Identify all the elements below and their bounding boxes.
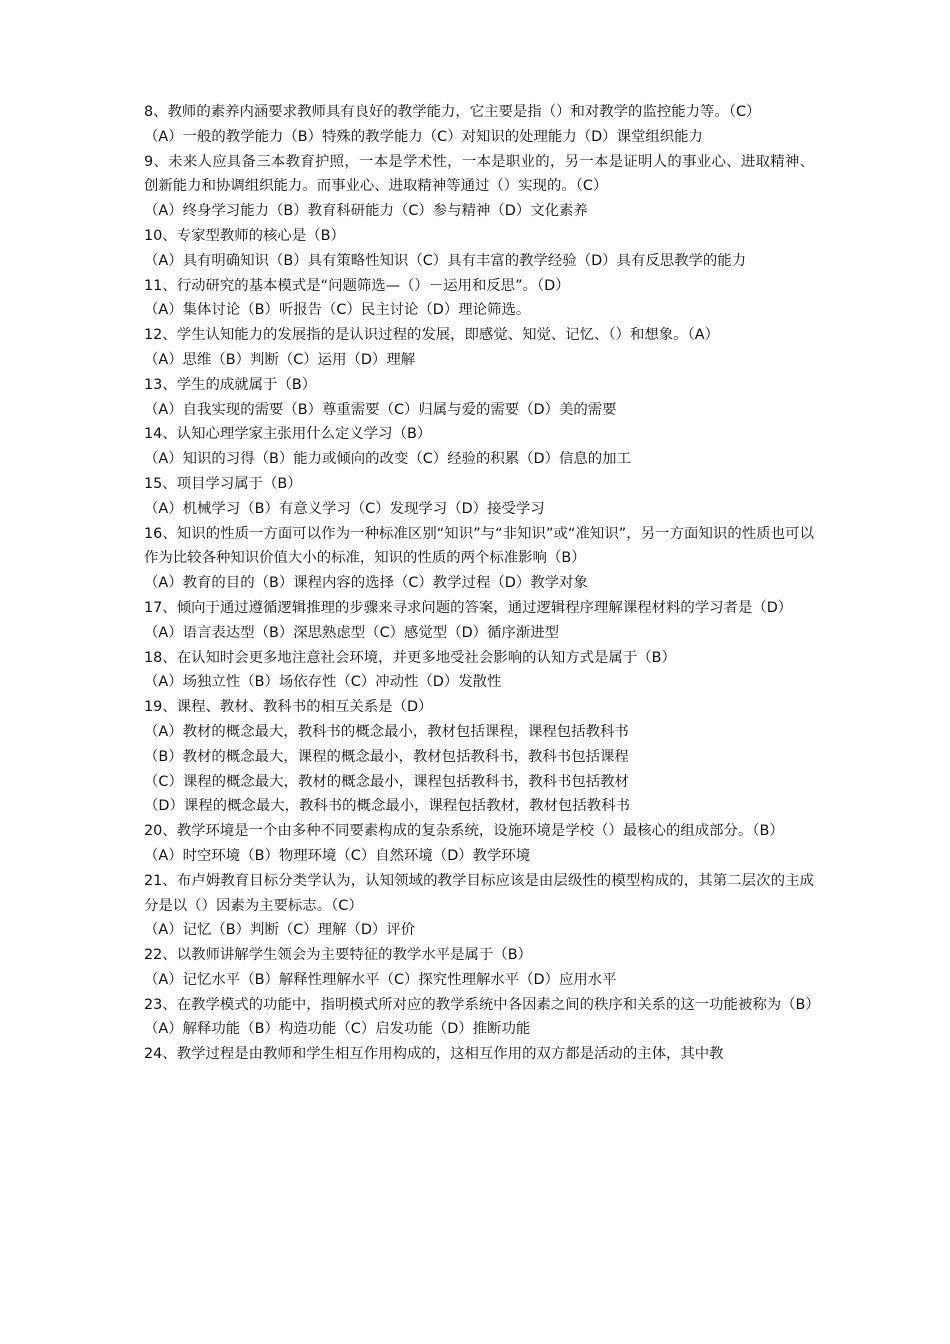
question-18-options: （A）场独立性（B）场依存性（C）冲动性（D）发散性 bbox=[144, 674, 502, 691]
question-20-stem: 20、教学环境是一个由多种不同要素构成的复杂系统，设施环境是学校（）最核心的组成部分。（B） bbox=[144, 823, 784, 840]
question-22-stem: 22、以教师讲解学生领会为主要特征的教学水平是属于（B） bbox=[144, 947, 532, 964]
question-19-option-a: （A）教材的概念最大，教科书的概念最小，教材包括课程，课程包括教科书 bbox=[144, 723, 629, 740]
question-11-options: （A）集体讨论（B）听报告（C）民主讨论（D）理论筛选。 bbox=[144, 302, 531, 319]
question-19-option-c: （C）课程的概念最大，教材的概念最小，课程包括教科书，教科书包括教材 bbox=[144, 773, 629, 790]
question-10-stem: 10、专家型教师的核心是（B） bbox=[144, 227, 345, 244]
question-19-option-d: （D）课程的概念最大，教科书的概念最小，课程包括教材，教材包括教科书 bbox=[144, 798, 630, 815]
question-14-options: （A）知识的习得（B）能力或倾向的改变（C）经验的积累（D）信息的加工 bbox=[144, 451, 631, 468]
question-14-stem: 14、认知心理学家主张用什么定义学习（B） bbox=[144, 426, 432, 443]
question-17-stem: 17、倾向于通过遵循逻辑推理的步骤来寻求问题的答案，通过逻辑程序理解课程材料的学习者是（D） bbox=[144, 599, 793, 616]
question-22-options: （A）记忆水平（B）解释性理解水平（C）探究性理解水平（D）应用水平 bbox=[144, 971, 617, 988]
question-8-options: （A）一般的教学能力（B）特殊的教学能力（C）对知识的处理能力（D）课堂组织能力 bbox=[144, 128, 703, 145]
question-19-option-b: （B）教材的概念最大，课程的概念最小，教材包括教科书，教科书包括课程 bbox=[144, 748, 629, 765]
question-11-stem: 11、行动研究的基本模式是“问题筛选—（）－运用和反思”。（D） bbox=[144, 277, 570, 294]
question-9-options: （A）终身学习能力（B）教育科研能力（C）参与精神（D）文化素养 bbox=[144, 203, 588, 220]
question-18-stem: 18、在认知时会更多地注意社会环境，并更多地受社会影响的认知方式是属于（B） bbox=[144, 649, 676, 666]
question-16-stem: 16、知识的性质一方面可以作为一种标准区别“知识”与“非知识”或“准知识”，另一方面知识的性质也可以作为比较各种知识价值大小的标准，知识的性质的两个标准影响（B） bbox=[144, 525, 814, 567]
question-19-stem: 19、课程、教材、教科书的相互关系是（D） bbox=[144, 699, 433, 716]
question-20-options: （A）时空环境（B）物理环境（C）自然环境（D）教学环境 bbox=[144, 847, 531, 864]
question-16-options: （A）教育的目的（B）课程内容的选择（C）教学过程（D）教学对象 bbox=[144, 575, 588, 592]
question-13-options: （A）自我实现的需要（B）尊重需要（C）归属与爱的需要（D）美的需要 bbox=[144, 401, 617, 418]
question-24-stem: 24、教学过程是由教师和学生相互作用构成的，这相互作用的双方都是活动的主体，其中教 bbox=[144, 1046, 724, 1063]
question-15-options: （A）机械学习（B）有意义学习（C）发现学习（D）接受学习 bbox=[144, 500, 545, 517]
question-12-options: （A）思维（B）判断（C）运用（D）理解 bbox=[144, 351, 416, 368]
question-21-options: （A）记忆（B）判断（C）理解（D）评价 bbox=[144, 922, 416, 939]
question-10-options: （A）具有明确知识（B）具有策略性知识（C）具有丰富的教学经验（D）具有反思教学的能力 bbox=[144, 252, 747, 269]
question-15-stem: 15、项目学习属于（B） bbox=[144, 475, 302, 492]
question-13-stem: 13、学生的成就属于（B） bbox=[144, 376, 317, 393]
question-21-stem: 21、布卢姆教育目标分类学认为，认知领域的教学目标应该是由层级性的模型构成的，其第二层次的主成分是以（）因素为主要标志。（C） bbox=[144, 872, 814, 914]
question-23-options: （A）解释功能（B）构造功能（C）启发功能（D）推断功能 bbox=[144, 1021, 531, 1038]
question-23-stem: 23、在教学模式的功能中，指明模式所对应的教学系统中各因素之间的秩序和关系的这一功能被称为（B） bbox=[144, 996, 820, 1013]
question-17-options: （A）语言表达型（B）深思熟虑型（C）感觉型（D）循序渐进型 bbox=[144, 624, 560, 641]
question-9-stem: 9、未来人应具备三本教育护照，一本是学术性，一本是职业的，另一本是证明人的事业心、进取精神、创新能力和协调组织能力。而事业心、进取精神等通过（）实现的。（C） bbox=[144, 153, 814, 195]
question-12-stem: 12、学生认知能力的发展指的是认识过程的发展，即感觉、知觉、记忆、（）和想象。（A） bbox=[144, 327, 719, 344]
document-page bbox=[144, 100, 820, 1067]
question-8-stem: 8、教师的素养内涵要求教师具有良好的教学能力，它主要是指（）和对教学的监控能力等。（C） bbox=[144, 104, 761, 120]
